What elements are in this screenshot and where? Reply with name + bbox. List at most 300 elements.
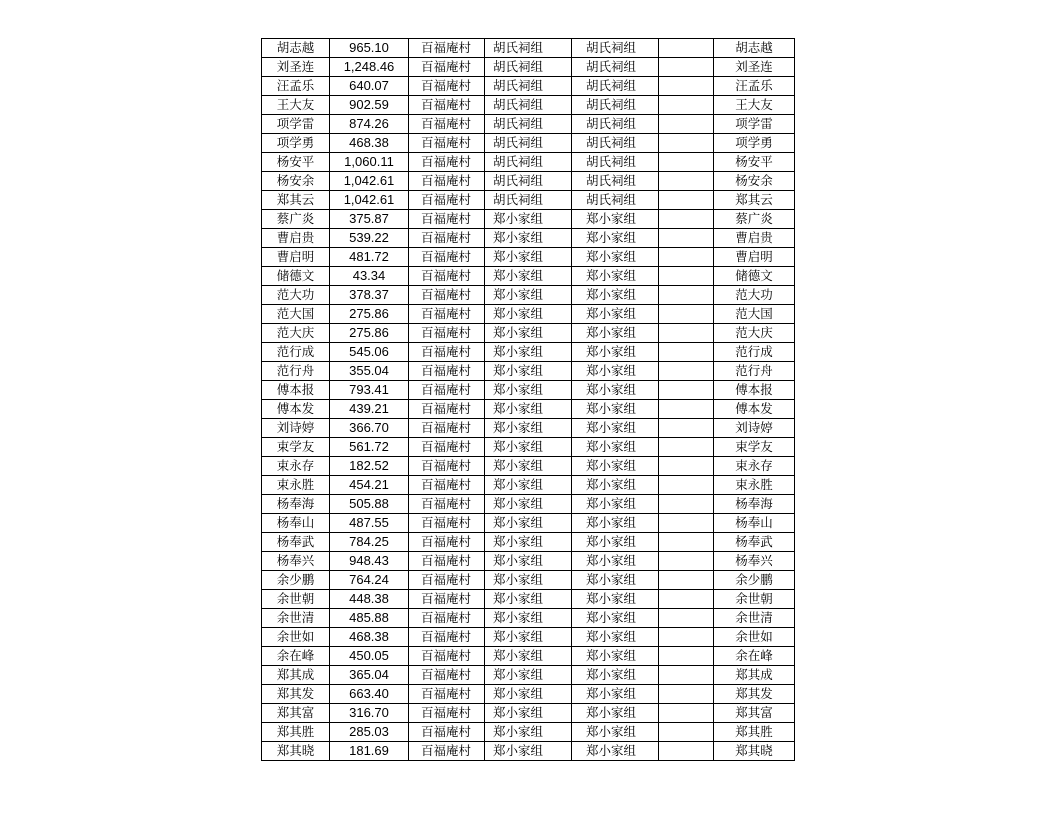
group-cell-2: 胡氏祠组 xyxy=(572,134,659,153)
table-row xyxy=(262,533,795,552)
group-cell: 胡氏祠组 xyxy=(485,172,572,191)
payee-cell: 杨奉山 xyxy=(714,514,795,533)
blank-cell xyxy=(659,134,714,153)
village-cell: 百福庵村 xyxy=(409,96,485,115)
amount-cell: 764.24 xyxy=(330,571,409,590)
table-row xyxy=(262,191,795,210)
blank-cell xyxy=(659,362,714,381)
payee-cell: 杨安余 xyxy=(714,172,795,191)
table-row xyxy=(262,647,795,666)
payee-cell: 余世清 xyxy=(714,609,795,628)
village-cell: 百福庵村 xyxy=(409,248,485,267)
name-cell: 束永存 xyxy=(262,457,330,476)
blank-cell xyxy=(659,723,714,742)
name-cell: 郑其胜 xyxy=(262,723,330,742)
group-cell-2: 郑小家组 xyxy=(572,685,659,704)
village-cell: 百福庵村 xyxy=(409,153,485,172)
amount-cell: 375.87 xyxy=(330,210,409,229)
payee-cell: 曹启贵 xyxy=(714,229,795,248)
group-cell-2: 郑小家组 xyxy=(572,647,659,666)
group-cell: 郑小家组 xyxy=(485,267,572,286)
name-cell: 余世朝 xyxy=(262,590,330,609)
village-cell: 百福庵村 xyxy=(409,647,485,666)
village-cell: 百福庵村 xyxy=(409,172,485,191)
amount-cell: 545.06 xyxy=(330,343,409,362)
table-row xyxy=(262,362,795,381)
amount-cell: 784.25 xyxy=(330,533,409,552)
group-cell: 郑小家组 xyxy=(485,628,572,647)
group-cell: 郑小家组 xyxy=(485,533,572,552)
village-cell: 百福庵村 xyxy=(409,723,485,742)
group-cell: 郑小家组 xyxy=(485,571,572,590)
group-cell-2: 胡氏祠组 xyxy=(572,96,659,115)
group-cell: 胡氏祠组 xyxy=(485,191,572,210)
village-cell: 百福庵村 xyxy=(409,39,485,58)
blank-cell xyxy=(659,229,714,248)
blank-cell xyxy=(659,495,714,514)
group-cell-2: 郑小家组 xyxy=(572,438,659,457)
village-cell: 百福庵村 xyxy=(409,533,485,552)
group-cell: 郑小家组 xyxy=(485,343,572,362)
group-cell: 郑小家组 xyxy=(485,704,572,723)
group-cell-2: 郑小家组 xyxy=(572,305,659,324)
amount-cell: 902.59 xyxy=(330,96,409,115)
table-row xyxy=(262,590,795,609)
payee-cell: 束永存 xyxy=(714,457,795,476)
table-row xyxy=(262,210,795,229)
group-cell-2: 胡氏祠组 xyxy=(572,58,659,77)
amount-cell: 468.38 xyxy=(330,134,409,153)
amount-cell: 1,248.46 xyxy=(330,58,409,77)
group-cell-2: 郑小家组 xyxy=(572,381,659,400)
table-row xyxy=(262,286,795,305)
group-cell: 郑小家组 xyxy=(485,476,572,495)
name-cell: 杨奉武 xyxy=(262,533,330,552)
table-row xyxy=(262,267,795,286)
payee-cell: 范大国 xyxy=(714,305,795,324)
table-row xyxy=(262,134,795,153)
table-row xyxy=(262,628,795,647)
name-cell: 项学雷 xyxy=(262,115,330,134)
table-body xyxy=(262,39,795,761)
amount-cell: 285.03 xyxy=(330,723,409,742)
village-cell: 百福庵村 xyxy=(409,400,485,419)
amount-cell: 1,042.61 xyxy=(330,191,409,210)
blank-cell xyxy=(659,305,714,324)
payee-cell: 刘圣连 xyxy=(714,58,795,77)
name-cell: 胡志越 xyxy=(262,39,330,58)
payee-cell: 郑其成 xyxy=(714,666,795,685)
group-cell: 郑小家组 xyxy=(485,514,572,533)
group-cell: 郑小家组 xyxy=(485,210,572,229)
blank-cell xyxy=(659,343,714,362)
amount-cell: 181.69 xyxy=(330,742,409,761)
name-cell: 余世清 xyxy=(262,609,330,628)
village-cell: 百福庵村 xyxy=(409,495,485,514)
payee-cell: 王大友 xyxy=(714,96,795,115)
group-cell-2: 郑小家组 xyxy=(572,590,659,609)
group-cell-2: 胡氏祠组 xyxy=(572,191,659,210)
blank-cell xyxy=(659,191,714,210)
name-cell: 范行舟 xyxy=(262,362,330,381)
group-cell: 郑小家组 xyxy=(485,229,572,248)
table-row xyxy=(262,609,795,628)
name-cell: 项学勇 xyxy=(262,134,330,153)
payee-cell: 范大功 xyxy=(714,286,795,305)
blank-cell xyxy=(659,153,714,172)
blank-cell xyxy=(659,609,714,628)
payee-cell: 余世如 xyxy=(714,628,795,647)
amount-cell: 663.40 xyxy=(330,685,409,704)
payee-cell: 范行成 xyxy=(714,343,795,362)
name-cell: 束永胜 xyxy=(262,476,330,495)
group-cell: 郑小家组 xyxy=(485,647,572,666)
blank-cell xyxy=(659,419,714,438)
table-row xyxy=(262,248,795,267)
payee-cell: 蔡广炎 xyxy=(714,210,795,229)
group-cell: 郑小家组 xyxy=(485,419,572,438)
name-cell: 傅本发 xyxy=(262,400,330,419)
village-cell: 百福庵村 xyxy=(409,742,485,761)
payee-cell: 杨奉海 xyxy=(714,495,795,514)
group-cell: 胡氏祠组 xyxy=(485,96,572,115)
payee-cell: 束学友 xyxy=(714,438,795,457)
table-row xyxy=(262,514,795,533)
name-cell: 汪孟乐 xyxy=(262,77,330,96)
village-cell: 百福庵村 xyxy=(409,628,485,647)
payee-cell: 杨奉兴 xyxy=(714,552,795,571)
blank-cell xyxy=(659,172,714,191)
table-row xyxy=(262,229,795,248)
payee-cell: 郑其发 xyxy=(714,685,795,704)
name-cell: 刘诗婷 xyxy=(262,419,330,438)
group-cell-2: 郑小家组 xyxy=(572,248,659,267)
amount-cell: 965.10 xyxy=(330,39,409,58)
table-row xyxy=(262,343,795,362)
table-row xyxy=(262,552,795,571)
blank-cell xyxy=(659,77,714,96)
group-cell: 郑小家组 xyxy=(485,400,572,419)
group-cell: 郑小家组 xyxy=(485,742,572,761)
payee-cell: 范大庆 xyxy=(714,324,795,343)
name-cell: 刘圣连 xyxy=(262,58,330,77)
payee-cell: 项学勇 xyxy=(714,134,795,153)
table-row xyxy=(262,58,795,77)
name-cell: 郑其晓 xyxy=(262,742,330,761)
group-cell: 郑小家组 xyxy=(485,723,572,742)
village-cell: 百福庵村 xyxy=(409,419,485,438)
blank-cell xyxy=(659,533,714,552)
name-cell: 储德文 xyxy=(262,267,330,286)
group-cell-2: 胡氏祠组 xyxy=(572,115,659,134)
amount-cell: 948.43 xyxy=(330,552,409,571)
name-cell: 余世如 xyxy=(262,628,330,647)
payee-cell: 郑其晓 xyxy=(714,742,795,761)
group-cell: 郑小家组 xyxy=(485,381,572,400)
group-cell: 郑小家组 xyxy=(485,248,572,267)
table-row xyxy=(262,704,795,723)
name-cell: 王大友 xyxy=(262,96,330,115)
payee-cell: 余少鹏 xyxy=(714,571,795,590)
amount-cell: 505.88 xyxy=(330,495,409,514)
blank-cell xyxy=(659,647,714,666)
table-row xyxy=(262,115,795,134)
payee-cell: 郑其云 xyxy=(714,191,795,210)
amount-cell: 355.04 xyxy=(330,362,409,381)
name-cell: 余少鹏 xyxy=(262,571,330,590)
group-cell-2: 郑小家组 xyxy=(572,666,659,685)
amount-cell: 182.52 xyxy=(330,457,409,476)
table-row xyxy=(262,96,795,115)
payee-cell: 汪孟乐 xyxy=(714,77,795,96)
group-cell-2: 郑小家组 xyxy=(572,514,659,533)
blank-cell xyxy=(659,324,714,343)
name-cell: 杨奉兴 xyxy=(262,552,330,571)
blank-cell xyxy=(659,552,714,571)
amount-cell: 793.41 xyxy=(330,381,409,400)
group-cell-2: 郑小家组 xyxy=(572,742,659,761)
group-cell: 郑小家组 xyxy=(485,438,572,457)
amount-cell: 1,060.11 xyxy=(330,153,409,172)
village-cell: 百福庵村 xyxy=(409,685,485,704)
group-cell-2: 郑小家组 xyxy=(572,609,659,628)
name-cell: 曹启贵 xyxy=(262,229,330,248)
group-cell-2: 郑小家组 xyxy=(572,419,659,438)
amount-cell: 316.70 xyxy=(330,704,409,723)
group-cell: 胡氏祠组 xyxy=(485,77,572,96)
amount-cell: 365.04 xyxy=(330,666,409,685)
amount-cell: 454.21 xyxy=(330,476,409,495)
name-cell: 范大庆 xyxy=(262,324,330,343)
group-cell-2: 郑小家组 xyxy=(572,723,659,742)
group-cell-2: 郑小家组 xyxy=(572,229,659,248)
payee-cell: 郑其富 xyxy=(714,704,795,723)
amount-cell: 378.37 xyxy=(330,286,409,305)
village-cell: 百福庵村 xyxy=(409,552,485,571)
table-row xyxy=(262,172,795,191)
name-cell: 范大功 xyxy=(262,286,330,305)
amount-cell: 539.22 xyxy=(330,229,409,248)
village-cell: 百福庵村 xyxy=(409,438,485,457)
group-cell-2: 郑小家组 xyxy=(572,286,659,305)
name-cell: 余在峰 xyxy=(262,647,330,666)
amount-cell: 1,042.61 xyxy=(330,172,409,191)
group-cell-2: 郑小家组 xyxy=(572,476,659,495)
table-row xyxy=(262,685,795,704)
group-cell: 郑小家组 xyxy=(485,324,572,343)
group-cell-2: 胡氏祠组 xyxy=(572,39,659,58)
table-row xyxy=(262,457,795,476)
village-cell: 百福庵村 xyxy=(409,58,485,77)
village-cell: 百福庵村 xyxy=(409,476,485,495)
payee-cell: 项学雷 xyxy=(714,115,795,134)
amount-cell: 450.05 xyxy=(330,647,409,666)
table-row xyxy=(262,742,795,761)
table-row xyxy=(262,324,795,343)
group-cell-2: 郑小家组 xyxy=(572,343,659,362)
village-cell: 百福庵村 xyxy=(409,457,485,476)
group-cell: 郑小家组 xyxy=(485,495,572,514)
amount-cell: 439.21 xyxy=(330,400,409,419)
village-cell: 百福庵村 xyxy=(409,305,485,324)
name-cell: 束学友 xyxy=(262,438,330,457)
village-cell: 百福庵村 xyxy=(409,324,485,343)
blank-cell xyxy=(659,96,714,115)
payee-cell: 郑其胜 xyxy=(714,723,795,742)
group-cell-2: 郑小家组 xyxy=(572,267,659,286)
amount-cell: 275.86 xyxy=(330,324,409,343)
amount-cell: 481.72 xyxy=(330,248,409,267)
name-cell: 郑其富 xyxy=(262,704,330,723)
name-cell: 范大国 xyxy=(262,305,330,324)
table-row xyxy=(262,723,795,742)
blank-cell xyxy=(659,704,714,723)
group-cell-2: 郑小家组 xyxy=(572,552,659,571)
group-cell-2: 郑小家组 xyxy=(572,400,659,419)
group-cell: 胡氏祠组 xyxy=(485,153,572,172)
name-cell: 杨安余 xyxy=(262,172,330,191)
group-cell-2: 郑小家组 xyxy=(572,628,659,647)
village-cell: 百福庵村 xyxy=(409,134,485,153)
village-cell: 百福庵村 xyxy=(409,286,485,305)
village-cell: 百福庵村 xyxy=(409,704,485,723)
village-cell: 百福庵村 xyxy=(409,115,485,134)
blank-cell xyxy=(659,58,714,77)
group-cell-2: 胡氏祠组 xyxy=(572,77,659,96)
blank-cell xyxy=(659,666,714,685)
group-cell: 郑小家组 xyxy=(485,305,572,324)
group-cell-2: 胡氏祠组 xyxy=(572,153,659,172)
blank-cell xyxy=(659,628,714,647)
village-cell: 百福庵村 xyxy=(409,590,485,609)
village-cell: 百福庵村 xyxy=(409,191,485,210)
blank-cell xyxy=(659,685,714,704)
name-cell: 曹启明 xyxy=(262,248,330,267)
group-cell: 郑小家组 xyxy=(485,362,572,381)
blank-cell xyxy=(659,457,714,476)
group-cell: 郑小家组 xyxy=(485,552,572,571)
name-cell: 杨奉海 xyxy=(262,495,330,514)
table-row xyxy=(262,438,795,457)
blank-cell xyxy=(659,438,714,457)
amount-cell: 874.26 xyxy=(330,115,409,134)
data-table xyxy=(261,38,795,761)
group-cell: 郑小家组 xyxy=(485,457,572,476)
table-row xyxy=(262,571,795,590)
group-cell: 胡氏祠组 xyxy=(485,39,572,58)
blank-cell xyxy=(659,210,714,229)
village-cell: 百福庵村 xyxy=(409,514,485,533)
group-cell-2: 郑小家组 xyxy=(572,210,659,229)
payee-cell: 杨奉武 xyxy=(714,533,795,552)
table-row xyxy=(262,153,795,172)
group-cell-2: 胡氏祠组 xyxy=(572,172,659,191)
amount-cell: 468.38 xyxy=(330,628,409,647)
blank-cell xyxy=(659,590,714,609)
village-cell: 百福庵村 xyxy=(409,210,485,229)
name-cell: 杨奉山 xyxy=(262,514,330,533)
amount-cell: 275.86 xyxy=(330,305,409,324)
table-row xyxy=(262,419,795,438)
amount-cell: 561.72 xyxy=(330,438,409,457)
group-cell: 郑小家组 xyxy=(485,590,572,609)
group-cell-2: 郑小家组 xyxy=(572,362,659,381)
amount-cell: 640.07 xyxy=(330,77,409,96)
table-row xyxy=(262,77,795,96)
village-cell: 百福庵村 xyxy=(409,77,485,96)
group-cell: 胡氏祠组 xyxy=(485,115,572,134)
village-cell: 百福庵村 xyxy=(409,381,485,400)
village-cell: 百福庵村 xyxy=(409,362,485,381)
payee-cell: 杨安平 xyxy=(714,153,795,172)
blank-cell xyxy=(659,514,714,533)
village-cell: 百福庵村 xyxy=(409,571,485,590)
amount-cell: 366.70 xyxy=(330,419,409,438)
name-cell: 郑其云 xyxy=(262,191,330,210)
table-row xyxy=(262,666,795,685)
table-row xyxy=(262,476,795,495)
blank-cell xyxy=(659,571,714,590)
payee-cell: 束永胜 xyxy=(714,476,795,495)
group-cell-2: 郑小家组 xyxy=(572,571,659,590)
amount-cell: 43.34 xyxy=(330,267,409,286)
village-cell: 百福庵村 xyxy=(409,229,485,248)
group-cell: 胡氏祠组 xyxy=(485,134,572,153)
payee-cell: 傅本发 xyxy=(714,400,795,419)
group-cell-2: 郑小家组 xyxy=(572,704,659,723)
blank-cell xyxy=(659,248,714,267)
group-cell: 郑小家组 xyxy=(485,666,572,685)
table-row xyxy=(262,305,795,324)
payee-cell: 范行舟 xyxy=(714,362,795,381)
name-cell: 傅本报 xyxy=(262,381,330,400)
payee-cell: 刘诗婷 xyxy=(714,419,795,438)
name-cell: 范行成 xyxy=(262,343,330,362)
blank-cell xyxy=(659,476,714,495)
amount-cell: 485.88 xyxy=(330,609,409,628)
blank-cell xyxy=(659,381,714,400)
table-row xyxy=(262,400,795,419)
payee-cell: 储德文 xyxy=(714,267,795,286)
payee-cell: 胡志越 xyxy=(714,39,795,58)
amount-cell: 448.38 xyxy=(330,590,409,609)
blank-cell xyxy=(659,742,714,761)
group-cell: 郑小家组 xyxy=(485,609,572,628)
group-cell-2: 郑小家组 xyxy=(572,533,659,552)
village-cell: 百福庵村 xyxy=(409,343,485,362)
table-row xyxy=(262,39,795,58)
blank-cell xyxy=(659,39,714,58)
amount-cell: 487.55 xyxy=(330,514,409,533)
table-row xyxy=(262,495,795,514)
group-cell: 郑小家组 xyxy=(485,286,572,305)
group-cell: 郑小家组 xyxy=(485,685,572,704)
group-cell-2: 郑小家组 xyxy=(572,457,659,476)
blank-cell xyxy=(659,400,714,419)
group-cell-2: 郑小家组 xyxy=(572,495,659,514)
name-cell: 郑其成 xyxy=(262,666,330,685)
village-cell: 百福庵村 xyxy=(409,267,485,286)
group-cell-2: 郑小家组 xyxy=(572,324,659,343)
blank-cell xyxy=(659,115,714,134)
payee-cell: 曹启明 xyxy=(714,248,795,267)
name-cell: 蔡广炎 xyxy=(262,210,330,229)
name-cell: 郑其发 xyxy=(262,685,330,704)
payee-cell: 余世朝 xyxy=(714,590,795,609)
village-cell: 百福庵村 xyxy=(409,609,485,628)
group-cell: 胡氏祠组 xyxy=(485,58,572,77)
payee-cell: 傅本报 xyxy=(714,381,795,400)
